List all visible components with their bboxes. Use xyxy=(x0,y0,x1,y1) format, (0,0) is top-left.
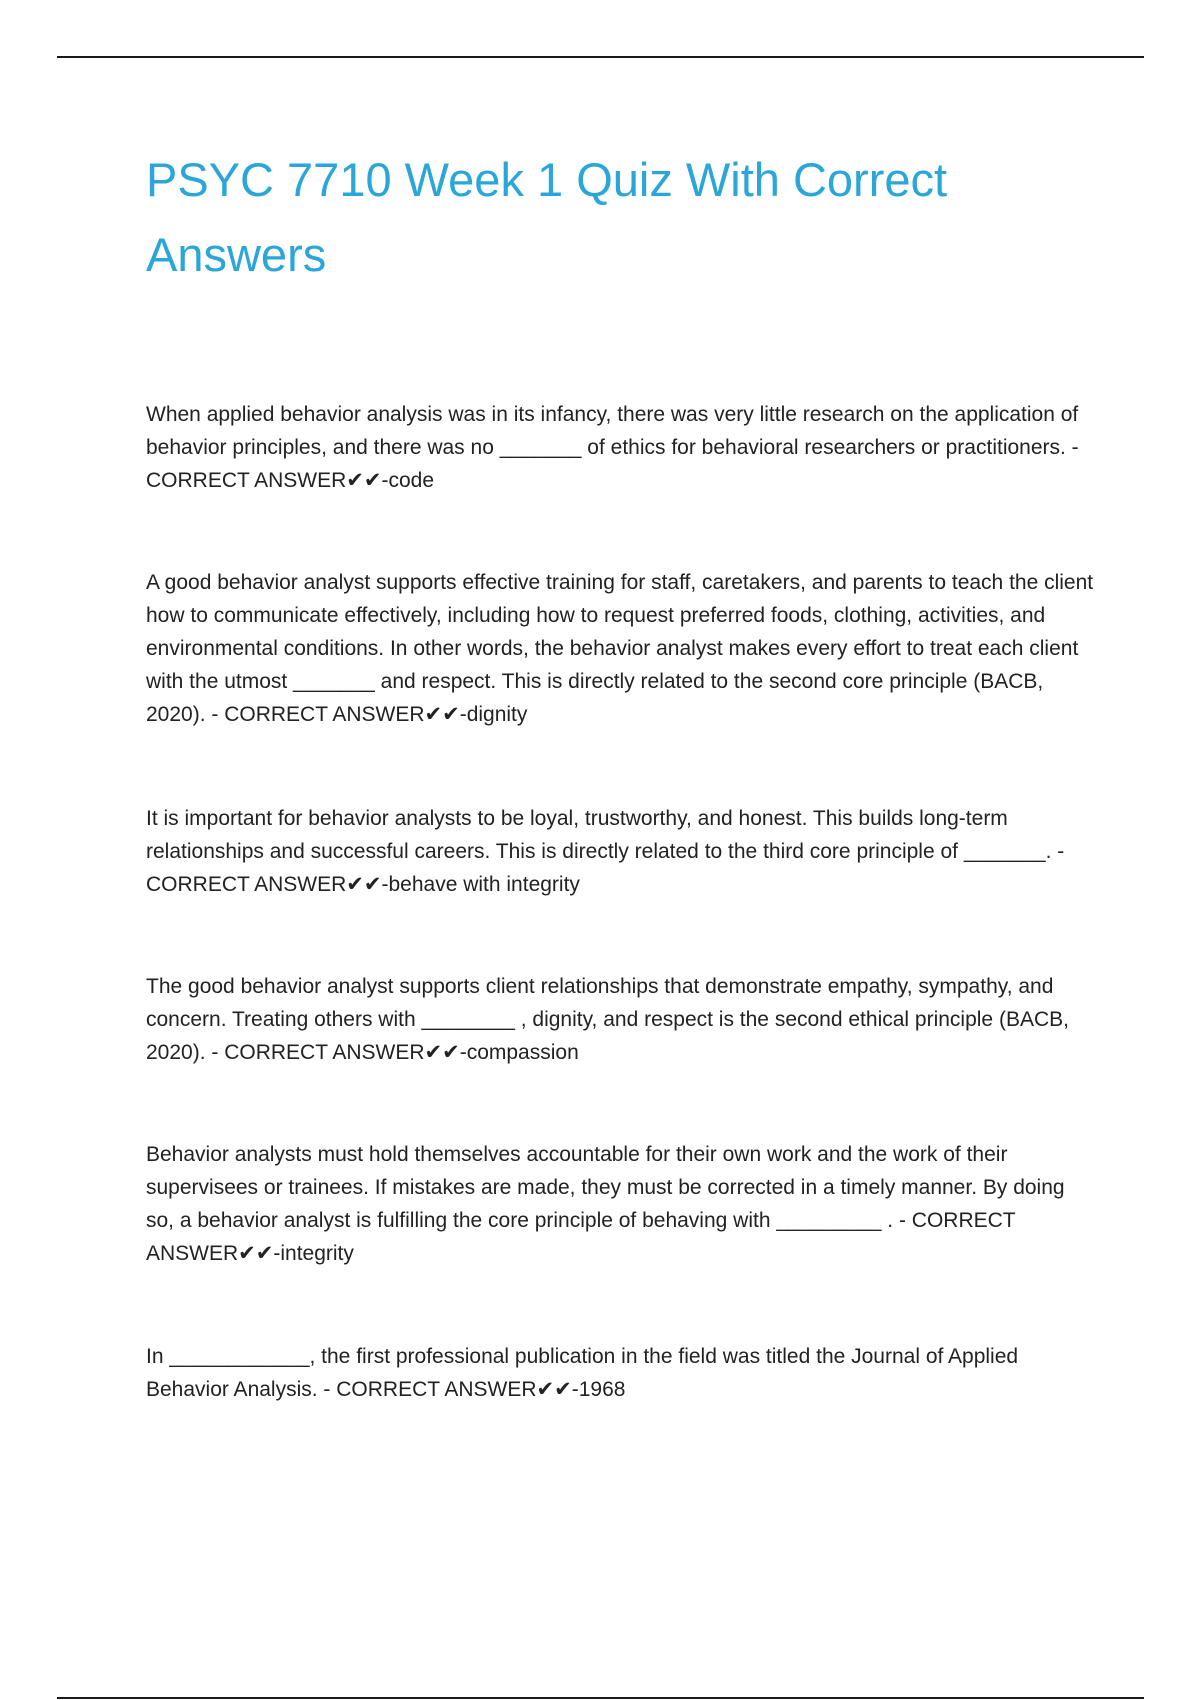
footer-rule xyxy=(57,1697,1144,1699)
question-answer-5: Behavior analysts must hold themselves accountable for their own work and the work of their supervisees or trainees. If mistakes are made, they must be corrected in a timely manner. By doing so, a behavior analyst is fulfilling the core principle of behaving with _________ . - CORRECT ANSWER✔✔-integrity xyxy=(146,1143,1065,1265)
question-answer-2: A good behavior analyst supports effective training for staff, caretakers, and parents to teach the client how to communicate effectively, including how to request preferred foods, clothing, activities, and environmental conditions. In other words, the behavior analyst makes every effort to treat each client with the utmost _______ and respect. This is directly related to the second core principle (BACB, 2020). - CORRECT ANSWER✔✔-dignity xyxy=(146,571,1094,726)
question-answer-4: The good behavior analyst supports client relationships that demonstrate empathy, sympathy, and concern. Treating others with ________ , dignity, and respect is the second ethical principle (BACB, 2020). - CORRECT ANSWER✔✔-compassion xyxy=(146,975,1069,1064)
question-answer-6: In ____________, the first professional publication in the field was titled the Journal of Applied Behavior Analysis. - CORRECT ANSWER✔✔-1968 xyxy=(146,1345,1019,1401)
question-answer-1: When applied behavior analysis was in its infancy, there was very little research on the application of behavior principles, and there was no _______ of ethics for behavioral researchers or practitioners. - CORRECT ANSWER✔✔-code xyxy=(146,403,1079,492)
header-rule xyxy=(57,56,1144,58)
page-title: PSYC 7710 Week 1 Quiz With Correct Answers xyxy=(146,153,948,281)
question-answer-3: It is important for behavior analysts to be loyal, trustworthy, and honest. This builds long-term relationships and successful careers. This is directly related to the third core principle of _______. - CORRECT ANSWER✔✔-behave with integrity xyxy=(146,807,1065,896)
